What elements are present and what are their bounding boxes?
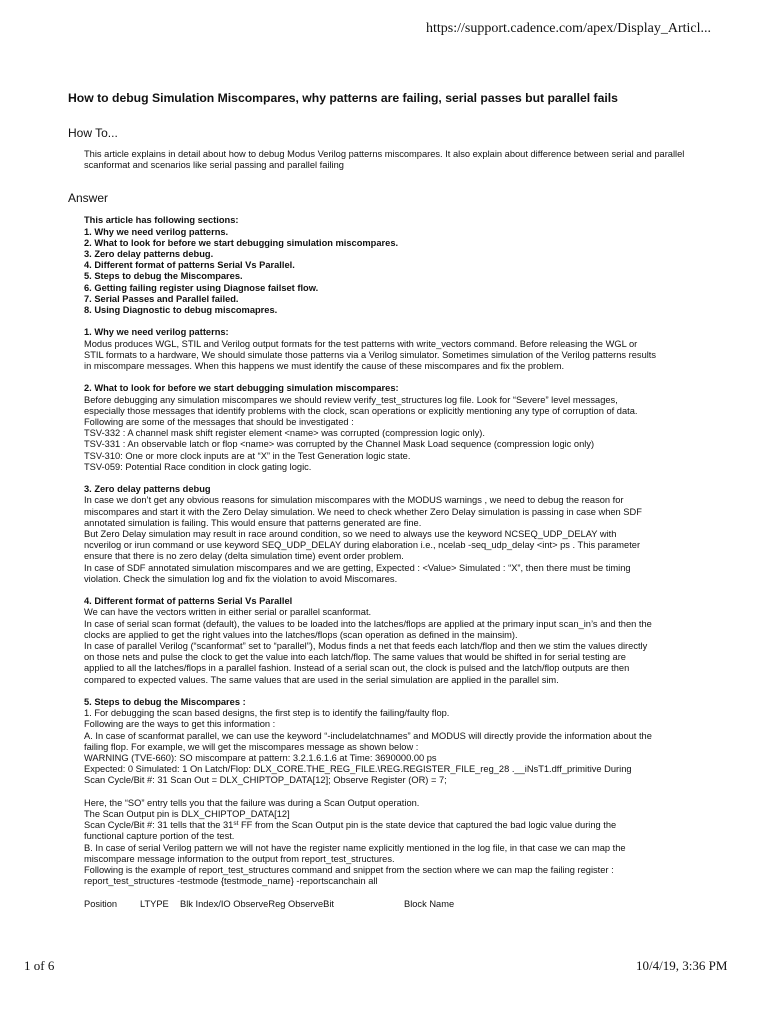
answer-body xyxy=(84,215,708,898)
body-line: STIL formats to a hardware, We should simulate those patterns via a Verilog simulator. Sometimes simulation of the Verilog patterns results xyxy=(84,349,657,360)
howto-heading: How To... xyxy=(68,126,118,140)
body-line: ncverilog or irun command or use keyword SEQ_UDP_DELAY during elaboration i.e., ncelab -seq_udp_delay <int> ps . This parameter xyxy=(84,540,641,551)
table-header xyxy=(84,899,708,910)
section-heading-line: 4. Different format of patterns Serial Vs Parallel xyxy=(84,596,293,607)
section-heading-line: 3. Zero delay patterns debug. xyxy=(84,249,214,260)
article xyxy=(68,91,708,910)
print-timestamp: 10/4/19, 3:36 PM xyxy=(636,958,728,973)
body-line: annotated simulation is failing. This would ensure that patterns generated are fine. xyxy=(84,517,422,528)
body-line: clocks are applied to get the right values into the latches/flops (scan operation as defined in the mainsim). xyxy=(84,629,518,640)
body-line: report_test_structures -testmode {testmode_name} -reportscanchain all xyxy=(84,876,378,887)
body-line: failing flop. For example, we will get the miscompares message as shown below : xyxy=(84,741,419,752)
paragraph-gap xyxy=(84,473,708,484)
body-line: TSV-059: Potential Race condition in clock gating logic. xyxy=(84,461,312,472)
body-line: In case of serial scan format (default), the values to be loaded into the latches/flops are applied at the primary input scan_in’s and then the xyxy=(84,618,652,629)
body-line: 1. For debugging the scan based designs, the first step is to identify the failing/faulty flop. xyxy=(84,708,450,719)
body-line: Following are some of the messages that should be investigated : xyxy=(84,417,354,428)
body-line: WARNING (TVE-660): SO miscompare at pattern: 3.2.1.6.1.6 at Time: 3690000.00 ps xyxy=(84,753,437,764)
page-number: 1 of 6 xyxy=(24,958,55,973)
body-line: TSV-332 : A channel mask shift register element <name> was corrupted (compression logic only). xyxy=(84,428,485,439)
body-line: In case we don’t get any obvious reasons for simulation miscompares with the MODUS warnings , we need to debug the reason for xyxy=(84,495,624,506)
col-blk-index: Blk Index/IO ObserveReg ObserveBit xyxy=(180,898,334,909)
section-heading-line: 3. Zero delay patterns debug xyxy=(84,484,211,495)
body-line: Here, the “SO” entry tells you that the failure was during a Scan Output operation. xyxy=(84,797,420,808)
paragraph-gap xyxy=(84,372,708,383)
body-line: Before debugging any simulation miscompares we should review verify_test_structures log file. Look for “Severe” level messages, xyxy=(84,394,618,405)
body-line: Expected: 0 Simulated: 1 On Latch/Flop: DLX_CORE.THE_REG_FILE.\REG.REGISTER_FILE_reg_28 .__iNsT1.dff_primitive During xyxy=(84,764,632,775)
body-line: Scan Cycle/Bit #: 31 Scan Out = DLX_CHIPTOP_DATA[12]; Observe Register (OR) = 7; xyxy=(84,775,447,786)
body-line: functional capture portion of the test. xyxy=(84,831,235,842)
body-line: compared to expected values. The same values that are used in the serial simulation are applied in the parallel sim. xyxy=(84,674,559,685)
section-heading-line: 2. What to look for before we start debugging simulation miscompares. xyxy=(84,237,399,248)
body-line: A. In case of scanformat parallel, we can use the keyword “-includelatchnames” and MODUS will directly provide the information about the xyxy=(84,730,652,741)
body-line: especially those messages that identify problems with the clock, scan operations or explicitly mentioning any type of corruption of data. xyxy=(84,405,638,416)
body-line: In case of SDF annotated simulation miscompares and we are getting, Expected : <Value> Simulated : “X”, then there must be timing xyxy=(84,562,631,573)
section-heading-line: 5. Steps to debug the Miscompares. xyxy=(84,271,243,282)
section-heading-line: 1. Why we need verilog patterns: xyxy=(84,327,229,338)
paragraph-gap xyxy=(84,787,708,798)
body-line: In case of parallel Verilog (“scanformat” set to “parallel”), Modus finds a net that feeds each latch/flop and then we stim the values directly xyxy=(84,641,648,652)
article-title: How to debug Simulation Miscompares, why patterns are failing, serial passes but parallel fails xyxy=(68,91,618,105)
body-line: The Scan Output pin is DLX_CHIPTOP_DATA[12] xyxy=(84,809,290,820)
col-position: Position xyxy=(84,898,118,909)
body-line: violation. Check the simulation log and fix the violation to avoid Miscomares. xyxy=(84,573,398,584)
paragraph-gap xyxy=(84,686,708,697)
body-line: TSV-310: One or more clock inputs are at “X” in the Test Generation logic state. xyxy=(84,450,411,461)
section-heading-line: 8. Using Diagnostic to debug miscomapres. xyxy=(84,305,278,316)
col-block-name: Block Name xyxy=(404,898,455,909)
paragraph-gap xyxy=(84,316,708,327)
body-line: applied to all the latches/flops in a parallel fashion. Instead of a serial scan out, the clock is pulsed and the latch/flop outputs are then xyxy=(84,663,630,674)
section-heading-line: 2. What to look for before we start debugging simulation miscompares: xyxy=(84,383,399,394)
section-heading-line: 1. Why we need verilog patterns. xyxy=(84,226,229,237)
body-line: B. In case of serial Verilog pattern we will not have the register name explicitly mentioned in the log file, in that case we can map the xyxy=(84,842,626,853)
body-line: TSV-331 : An observable latch or flop <name> was corrupted by the Channel Mask Load sequence (compression logic only) xyxy=(84,439,595,450)
col-ltype: LTYPE xyxy=(140,898,169,909)
section-heading-line: 4. Different format of patterns Serial Vs Parallel. xyxy=(84,260,295,271)
header-url: https://support.cadence.com/apex/Display_Articl... xyxy=(426,21,711,36)
body-line: Following are the ways to get this information : xyxy=(84,719,276,730)
body-line: miscompare message information to the output from report_test_structures. xyxy=(84,853,395,864)
section-heading-line: 5. Steps to debug the Miscompares : xyxy=(84,697,246,708)
body-line: in miscompare messages. When this happens we must identify the cause of these miscompares and fix the problem. xyxy=(84,361,565,372)
section-heading-line: This article has following sections: xyxy=(84,215,239,226)
superscript: st xyxy=(233,820,239,828)
body-line: Following is the example of report_test_structures command and snippet from the section where we can map the failing register : xyxy=(84,865,614,876)
body-line: Scan Cycle/Bit #: 31 tells that the 31st FF from the Scan Output pin is the state device that captured the bad logic value during the xyxy=(84,820,617,831)
body-line: on those nets and pulse the clock to get the value into each latch/flop. The same values that would be shifted in for serial testing are xyxy=(84,652,626,663)
section-heading-line: 6. Getting failing register using Diagnose failset flow. xyxy=(84,282,319,293)
paragraph-gap xyxy=(84,585,708,596)
body-line: ensure that there is no zero delay (delta simulation time) event order problem. xyxy=(84,551,404,562)
body-line: We can have the vectors written in either serial or parallel scanformat. xyxy=(84,607,372,618)
body-line: miscompares and start it with the Zero Delay simulation. We need to check whether Zero Delay simulation is passing in case when SDF xyxy=(84,506,642,517)
body-line: But Zero Delay simulation may result in race around condition, so we need to always use the keyword NCSEQ_UDP_DELAY with xyxy=(84,529,617,540)
article-intro: This article explains in detail about how to debug Modus Verilog patterns miscompares. It also explain about difference between serial and parallel scanformat and scenarios like serial passing and parallel failing xyxy=(84,149,685,171)
body-line: Modus produces WGL, STIL and Verilog output formats for the test patterns with write_vectors command. Before releasing the WGL or xyxy=(84,338,638,349)
section-heading-line: 7. Serial Passes and Parallel failed. xyxy=(84,293,239,304)
answer-heading: Answer xyxy=(68,191,109,206)
paragraph-gap xyxy=(84,888,708,899)
